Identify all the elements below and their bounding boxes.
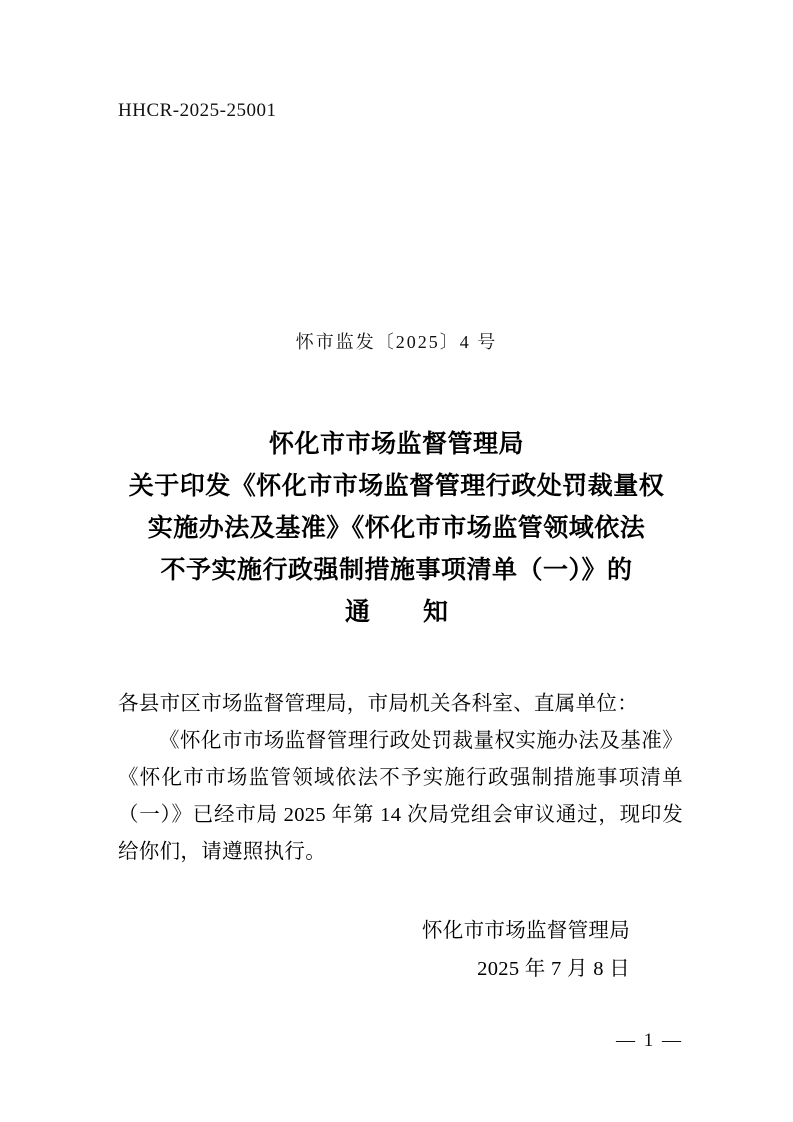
document-issue-number: 怀市监发〔2025〕4 号 xyxy=(295,332,498,352)
title-line-4: 不予实施行政强制措施事项清单（一）》的 xyxy=(160,557,633,584)
signature-date: 2025 年 7 月 8 日 xyxy=(477,958,630,980)
title-line-3: 实施办法及基准》《怀化市市场监管领域依法 xyxy=(147,515,646,542)
document-title xyxy=(96,424,697,634)
body-salutation: 各县市区市场监督管理局，市局机关各科室、直属单位： xyxy=(118,693,638,715)
body-paragraph-1: 《怀化市市场监督管理行政处罚裁量权实施办法及基准》《怀化市市场监管领域依法不予实施行政强制措施事项清单（一）》已经市局 2025 年第 14 次局党组会审议通过，现印发给你们，请遵照执行。 xyxy=(118,730,683,863)
title-line-1: 怀化市市场监督管理局 xyxy=(268,431,524,458)
document-signature xyxy=(0,912,630,988)
signature-organization: 怀化市市场监督管理局 xyxy=(422,920,630,942)
title-line-5: 通 知 xyxy=(344,599,462,626)
page-number: — 1 — xyxy=(616,1030,683,1051)
document-code: HHCR-2025-25001 xyxy=(118,100,277,121)
title-line-2: 关于印发《怀化市市场监督管理行政处罚裁量权 xyxy=(128,473,665,500)
document-body xyxy=(118,686,683,871)
